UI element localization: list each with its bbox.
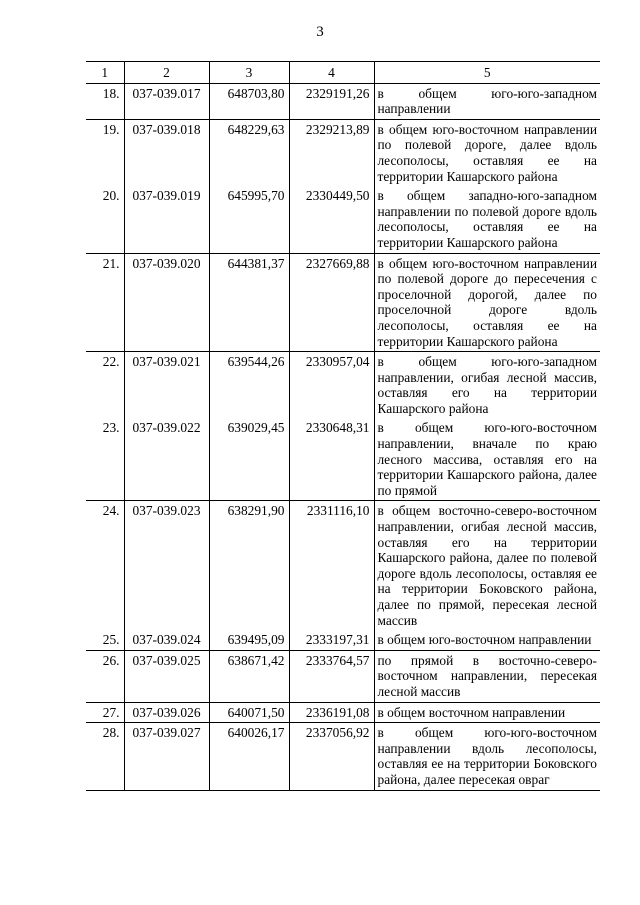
column-header-x: 3 [209,62,289,84]
point-code: 037-039.024 [124,630,209,650]
direction-description: по прямой в восточно-северо-восточном направлении, пересекая лесной массив [374,650,600,702]
table-row [86,119,600,186]
coordinate-y: 2331116,10 [289,501,374,630]
table-row [86,501,600,630]
table-row [86,702,600,723]
table-row [86,723,600,790]
point-code: 037-039.023 [124,501,209,630]
direction-description: в общем юго-юго-западном направлении, огибая лесной массив, оставляя его на территории Кашарского района [374,352,600,419]
row-number: 23. [86,418,124,500]
coordinate-x: 648229,63 [209,119,289,186]
coordinate-y: 2327669,88 [289,253,374,352]
point-code: 037-039.026 [124,702,209,723]
row-number: 18. [86,83,124,119]
coordinate-x: 645995,70 [209,186,289,253]
direction-description: в общем юго-восточном направлении по полевой дороге до пересечения с проселочной дорогой, далее по проселочной дороге вдоль лесополосы, оставляя ее на территории Кашарского района [374,253,600,352]
coordinate-y: 2333764,57 [289,650,374,702]
coordinate-x: 638291,90 [209,501,289,630]
coordinate-y: 2336191,08 [289,702,374,723]
point-code: 037-039.025 [124,650,209,702]
row-number: 21. [86,253,124,352]
coordinate-x: 639544,26 [209,352,289,419]
coordinate-x: 639029,45 [209,418,289,500]
row-number: 20. [86,186,124,253]
point-code: 037-039.027 [124,723,209,790]
row-number: 24. [86,501,124,630]
page-number: 3 [316,24,324,40]
table-row [86,418,600,500]
coordinate-y: 2330449,50 [289,186,374,253]
column-header-y: 4 [289,62,374,84]
coordinate-y: 2337056,92 [289,723,374,790]
direction-description: в общем восточно-северо-восточном направлении, огибая лесной массив, оставляя его на территории Кашарского района, далее по полевой дороге вдоль лесополосы, оставляя ее на территории Боковского района, далее по прямой, пересекая лесной массив [374,501,600,630]
boundary-points-table [86,61,600,791]
direction-description: в общем юго-юго-восточном направлении вдоль лесополосы, оставляя ее на территории Боковского района, далее пересекая овраг [374,723,600,790]
table-header-row [86,62,600,84]
direction-description: в общем западно-юго-западном направлении по полевой дороге вдоль лесополосы, оставляя ее на территории Кашарского района [374,186,600,253]
point-code: 037-039.018 [124,119,209,186]
table-row [86,253,600,352]
table-row [86,186,600,253]
column-header-point-code: 2 [124,62,209,84]
coordinate-y: 2329191,26 [289,83,374,119]
coordinate-x: 639495,09 [209,630,289,650]
coordinate-y: 2330648,31 [289,418,374,500]
coordinate-x: 644381,37 [209,253,289,352]
direction-description: в общем юго-восточном направлении [374,630,600,650]
table-row [86,630,600,650]
point-code: 037-039.021 [124,352,209,419]
table-row [86,650,600,702]
coordinate-y: 2329213,89 [289,119,374,186]
direction-description: в общем восточном направлении [374,702,600,723]
point-code: 037-039.019 [124,186,209,253]
coordinate-y: 2333197,31 [289,630,374,650]
row-number: 26. [86,650,124,702]
coordinate-x: 638671,42 [209,650,289,702]
column-header-number: 1 [86,62,124,84]
direction-description: в общем юго-юго-западном направлении [374,83,600,119]
coordinate-x: 648703,80 [209,83,289,119]
column-header-description: 5 [374,62,600,84]
table-row [86,352,600,419]
point-code: 037-039.022 [124,418,209,500]
coordinate-y: 2330957,04 [289,352,374,419]
coordinate-x: 640071,50 [209,702,289,723]
direction-description: в общем юго-восточном направлении по полевой дороге, далее вдоль лесополосы, оставляя ее на территории Кашарского района [374,119,600,186]
row-number: 25. [86,630,124,650]
coordinate-x: 640026,17 [209,723,289,790]
row-number: 19. [86,119,124,186]
point-code: 037-039.020 [124,253,209,352]
direction-description: в общем юго-юго-восточном направлении, вначале по краю лесного массива, оставляя его на территории Кашарского района, далее по прямой [374,418,600,500]
row-number: 22. [86,352,124,419]
table-row [86,83,600,119]
row-number: 27. [86,702,124,723]
row-number: 28. [86,723,124,790]
point-code: 037-039.017 [124,83,209,119]
